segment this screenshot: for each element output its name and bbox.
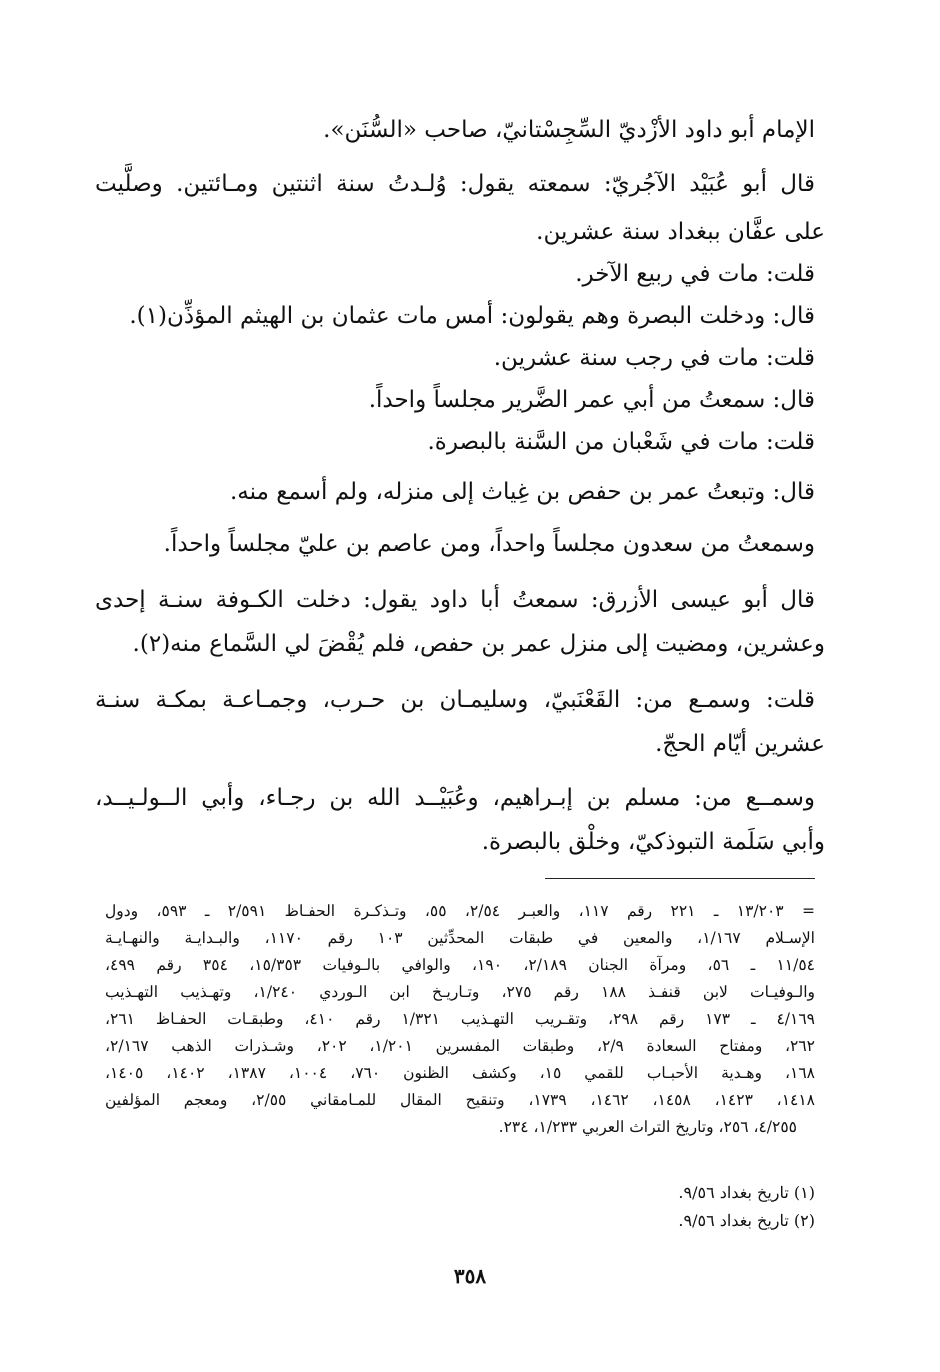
footnote-line: ٤/١٦٩ ـ ١٧٣ رقم ٢٩٨، وتقـريب التهـذيب ١/٣٢١ رقم ٤١٠، وطبقـات الحفـاظ ٢٦١، (105, 1010, 815, 1028)
text-line: وسمعتُ من سعدون مجلساً واحداً، ومن عاصم بن عليّ مجلساً واحداً. (163, 531, 815, 557)
footnote-1: (١) تاريخ بغداد ٩/٥٦. (678, 1183, 815, 1202)
footnote-line: ١٤١٨، ١٤٢٣، ١٤٥٨، ١٤٦٢، ١٧٣٩، وتنقيح المقال للمـامقاني ٢/٥٥، ومعجم المؤلفين (105, 1091, 815, 1109)
text-line: وسمــع من: مسلم بن إبـراهيم، وعُبَيْــد الله بن رجـاء، وأبي الــولـيــد، (95, 785, 815, 811)
text-line: وأبي سَلَمة التبوذكيّ، وخلْق بالبصرة. (481, 829, 825, 855)
text-line: قلت: وسمـع من: القَعْنَبيّ، وسليمـان بن حـرب، وجمـاعـة بمكـة سنـة (95, 687, 815, 713)
footnote-line: الإسـلام ١/١٦٧، والمعين في طبقات المحدِّثين ١٠٣ رقم ١١٧٠، والبـدايـة والنهـايـة (105, 929, 815, 947)
text-line: الإمام أبو داود الأزْديّ السِّجِسْتانيّ، صاحب «السُّنَن». (323, 117, 815, 143)
text-line: قال: وتبعتُ عمر بن حفص بن غِياث إلى منزله، ولم أسمع منه. (229, 479, 815, 505)
footnote-line: = ١٣/٢٠٣ ـ ٢٢١ رقم ١١٧، والعبـر ٢/٥٤، ٥٥، وتـذكـرة الحفـاظ ٢/٥٩١ ـ ٥٩٣، ودول (105, 902, 815, 920)
footnote-line: ٤/٢٥٥، ٢٥٦، وتاريخ التراث العربي ١/٢٣٣، ٢٣٤. (498, 1118, 797, 1136)
footnote-line: ١١/٥٤ ـ ٥٦، ومرآة الجنان ٢/١٨٩، ١٩٠، والوافي بالـوفيات ١٥/٣٥٣، ٣٥٤ رقم ٤٩٩، (105, 956, 815, 974)
text-line: قال: سمعتُ من أبي عمر الضَّرير مجلساً واحداً. (368, 387, 815, 413)
text-line: قال أبو عُبَيْد الآجُريّ: سمعته يقول: وُلـدتُ سنة اثنتين ومـائتين. وصلَّيت (95, 171, 815, 197)
footnote-line: ١٦٨، وهـدية الأحبـاب للقمي ١٥، وكشف الظنون ٧٦٠، ١٠٠٤، ١٣٨٧، ١٤٠٢، ١٤٠٥، (105, 1064, 815, 1082)
footnote-line: والـوفيـات لابن قنفـذ ١٨٨ رقم ٢٧٥، وتـاريـخ ابن الـوردي ١/٢٤٠، وتهـذيب التهـذيب (105, 983, 816, 1001)
text-line: قال أبو عيسى الأزرق: سمعتُ أبا داود يقول: دخلت الكـوفة سنـة إحدى (95, 587, 815, 613)
text-line: وعشرين، ومضيت إلى منزل عمر بن حفص، فلم يُقْضَ لي السَّماع منه(٢). (132, 631, 825, 657)
footnote-separator (545, 878, 815, 879)
page-number: ٣٥٨ (453, 1264, 487, 1288)
text-line: قلت: مات في شَعْبان من السَّنة بالبصرة. (427, 429, 815, 455)
text-line: عشرين أيّام الحجّ. (655, 731, 825, 757)
footnote-line: ٢٦٢، ومفتاح السعادة ٢/٩، وطبقات المفسرين ١/٢٠١، ٢٠٢، وشـذرات الذهب ٢/١٦٧، (105, 1037, 815, 1055)
text-line: قلت: مات في رجب سنة عشرين. (493, 345, 815, 371)
text-line: قال: ودخلت البصرة وهم يقولون: أمس مات عثمان بن الهيثم المؤذِّن(١). (129, 303, 815, 329)
footnote-2: (٢) تاريخ بغداد ٩/٥٦. (678, 1211, 815, 1230)
text-line: قلت: مات في ربيع الآخر. (575, 261, 815, 287)
text-line: على عفَّان ببغداد سنة عشرين. (536, 219, 825, 245)
